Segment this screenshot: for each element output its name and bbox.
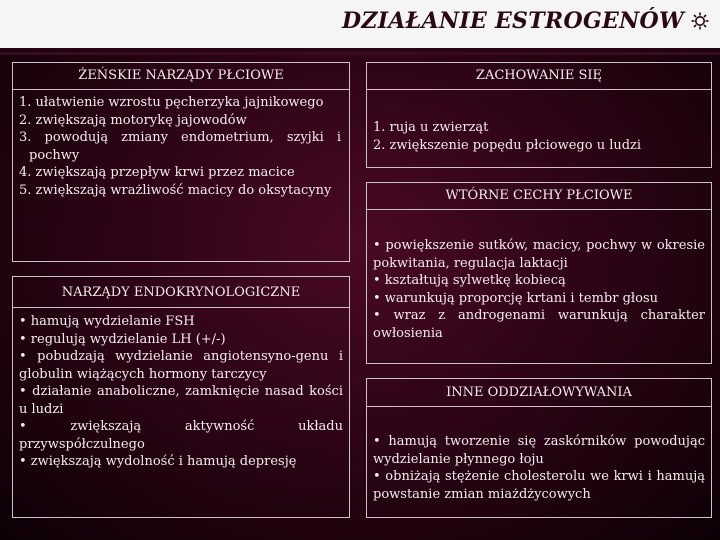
box-divider — [13, 307, 349, 308]
list-item: • pobudzają wydzielanie angiotensyno-genu i globulin wiążących hormony tarczycy — [19, 349, 343, 382]
list-item: • warunkują proporcję krtani i tembr głosu — [373, 290, 659, 306]
endocrine-organs-title: NARZĄDY ENDOKRYNOLOGICZNE — [61, 285, 301, 300]
list-item: • obniżają stężenie cholesterolu we krwi i hamują powstanie zmian miażdżycowych — [373, 469, 705, 502]
other-effects-list — [373, 433, 705, 503]
title-bar — [0, 0, 720, 50]
list-item: • powiększenie sutków, macicy, pochwy w okresie pokwitania, regulacja laktacji — [373, 238, 705, 271]
box-divider — [13, 89, 349, 90]
other-effects-title: INNE ODDZIAŁOWYWANIA — [446, 385, 632, 400]
endocrine-organs-list — [19, 313, 343, 471]
behavior-list — [373, 119, 705, 154]
behavior-box — [366, 62, 712, 168]
endocrine-organs-box — [12, 276, 350, 518]
sun-gear-icon — [690, 11, 710, 31]
box-divider — [367, 406, 711, 407]
genital-organs-box — [12, 62, 350, 262]
list-item: • działanie anaboliczne, zamknięcie nasad kości u ludzi — [19, 384, 343, 417]
list-item: 2. zwiększenie popędu płciowego u ludzi — [373, 137, 642, 153]
list-item: • zwiększają wydolność i hamują depresję — [19, 454, 297, 469]
list-item: 1. ułatwienie wzrostu pęcherzyka jajnikowego — [19, 95, 324, 110]
list-item: • hamują tworzenie się zaskórników powodując wydzielanie płynnego łoju — [373, 434, 705, 467]
genital-organs-list — [19, 94, 341, 199]
box-divider — [367, 89, 711, 90]
list-item: 3. powodują zmiany endometrium, szyjki i pochwy — [19, 130, 341, 163]
list-item: 5. zwiększają wrażliwość macicy do oksytacyny — [19, 182, 332, 198]
secondary-traits-title: WTÓRNE CECHY PŁCIOWE — [445, 188, 633, 203]
title-group — [342, 8, 710, 34]
secondary-traits-list — [373, 237, 705, 342]
slide-title: DZIAŁANIE ESTROGENÓW — [341, 8, 684, 34]
list-item: • zwiększają aktywność układu przywspółczulnego — [19, 419, 343, 452]
list-item: 1. ruja u zwierząt — [373, 120, 489, 135]
other-effects-box — [366, 378, 712, 518]
list-item: 2. zwiększają motorykę jajowodów — [19, 112, 247, 128]
list-item: 4. zwiększają przepływ krwi przez macice — [19, 165, 295, 180]
behavior-title: ZACHOWANIE SIĘ — [475, 68, 603, 83]
list-item: • kształtują sylwetkę kobiecą — [373, 273, 566, 288]
list-item: • wraz z androgenami warunkują charakter owłosienia — [373, 308, 705, 341]
title-underline — [0, 52, 720, 55]
box-divider — [367, 209, 711, 210]
list-item: • regulują wydzielanie LH (+/-) — [19, 331, 226, 347]
list-item: • hamują wydzielanie FSH — [19, 314, 195, 329]
secondary-traits-box — [366, 182, 712, 364]
genital-organs-title: ŻEŃSKIE NARZĄDY PŁCIOWE — [78, 68, 284, 83]
